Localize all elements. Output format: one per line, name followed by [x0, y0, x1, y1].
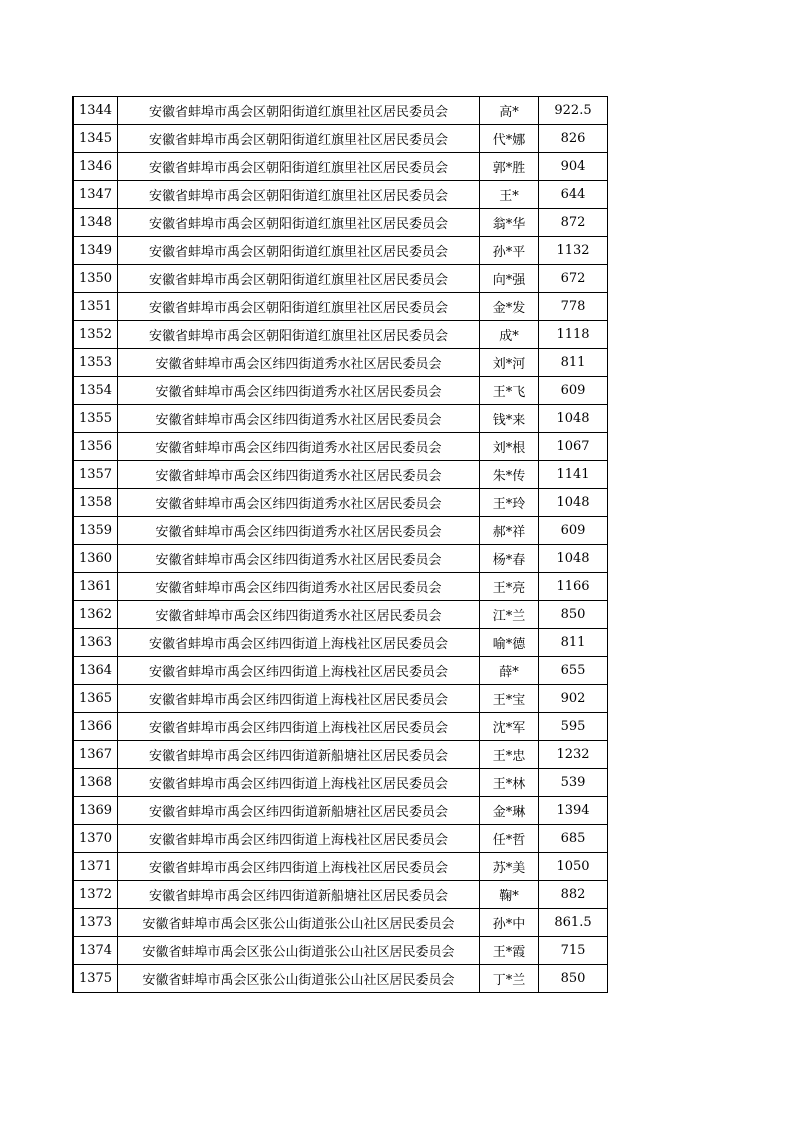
- row-number-cell: 1362: [73, 601, 118, 629]
- table-row: [73, 545, 608, 573]
- amount-cell: 644: [539, 181, 608, 209]
- table-row: [73, 517, 608, 545]
- organization-cell: 安徽省蚌埠市禹会区纬四街道新船塘社区居民委员会: [118, 797, 480, 825]
- name-cell: 薛*: [480, 657, 539, 685]
- row-number-cell: 1359: [73, 517, 118, 545]
- table-row: [73, 629, 608, 657]
- table-row: [73, 685, 608, 713]
- row-number-cell: 1374: [73, 937, 118, 965]
- row-number-cell: 1360: [73, 545, 118, 573]
- organization-cell: 安徽省蚌埠市禹会区纬四街道秀水社区居民委员会: [118, 377, 480, 405]
- amount-cell: 1118: [539, 321, 608, 349]
- amount-cell: 811: [539, 629, 608, 657]
- name-cell: 王*宝: [480, 685, 539, 713]
- organization-cell: 安徽省蚌埠市禹会区朝阳街道红旗里社区居民委员会: [118, 237, 480, 265]
- name-cell: 苏*美: [480, 853, 539, 881]
- table-row: [73, 405, 608, 433]
- amount-cell: 1048: [539, 405, 608, 433]
- table-row: [73, 433, 608, 461]
- amount-cell: 595: [539, 713, 608, 741]
- name-cell: 钱*来: [480, 405, 539, 433]
- amount-cell: 1050: [539, 853, 608, 881]
- table-row: [73, 237, 608, 265]
- name-cell: 丁*兰: [480, 965, 539, 993]
- name-cell: 王*: [480, 181, 539, 209]
- name-cell: 王*林: [480, 769, 539, 797]
- amount-cell: 778: [539, 293, 608, 321]
- table-row: [73, 937, 608, 965]
- amount-cell: 850: [539, 965, 608, 993]
- table-row: [73, 573, 608, 601]
- name-cell: 江*兰: [480, 601, 539, 629]
- name-cell: 郝*祥: [480, 517, 539, 545]
- table-row: [73, 349, 608, 377]
- amount-cell: 872: [539, 209, 608, 237]
- table-row: [73, 965, 608, 993]
- row-number-cell: 1349: [73, 237, 118, 265]
- name-cell: 翁*华: [480, 209, 539, 237]
- row-number-cell: 1361: [73, 573, 118, 601]
- organization-cell: 安徽省蚌埠市禹会区纬四街道上海栈社区居民委员会: [118, 713, 480, 741]
- organization-cell: 安徽省蚌埠市禹会区纬四街道秀水社区居民委员会: [118, 433, 480, 461]
- amount-cell: 655: [539, 657, 608, 685]
- name-cell: 沈*军: [480, 713, 539, 741]
- row-number-cell: 1357: [73, 461, 118, 489]
- table-row: [73, 741, 608, 769]
- ledger-body: [73, 97, 608, 993]
- row-number-cell: 1368: [73, 769, 118, 797]
- name-cell: 孙*平: [480, 237, 539, 265]
- row-number-cell: 1371: [73, 853, 118, 881]
- amount-cell: 539: [539, 769, 608, 797]
- table-row: [73, 713, 608, 741]
- row-number-cell: 1358: [73, 489, 118, 517]
- organization-cell: 安徽省蚌埠市禹会区纬四街道秀水社区居民委员会: [118, 573, 480, 601]
- amount-cell: 850: [539, 601, 608, 629]
- amount-cell: 1141: [539, 461, 608, 489]
- row-number-cell: 1367: [73, 741, 118, 769]
- organization-cell: 安徽省蚌埠市禹会区纬四街道上海栈社区居民委员会: [118, 825, 480, 853]
- amount-cell: 922.5: [539, 97, 608, 125]
- organization-cell: 安徽省蚌埠市禹会区纬四街道新船塘社区居民委员会: [118, 881, 480, 909]
- table-row: [73, 265, 608, 293]
- amount-cell: 1048: [539, 489, 608, 517]
- table-row: [73, 293, 608, 321]
- organization-cell: 安徽省蚌埠市禹会区纬四街道秀水社区居民委员会: [118, 461, 480, 489]
- organization-cell: 安徽省蚌埠市禹会区朝阳街道红旗里社区居民委员会: [118, 265, 480, 293]
- organization-cell: 安徽省蚌埠市禹会区纬四街道秀水社区居民委员会: [118, 517, 480, 545]
- name-cell: 代*娜: [480, 125, 539, 153]
- name-cell: 王*亮: [480, 573, 539, 601]
- amount-cell: 1067: [539, 433, 608, 461]
- organization-cell: 安徽省蚌埠市禹会区朝阳街道红旗里社区居民委员会: [118, 181, 480, 209]
- name-cell: 刘*河: [480, 349, 539, 377]
- organization-cell: 安徽省蚌埠市禹会区纬四街道上海栈社区居民委员会: [118, 853, 480, 881]
- amount-cell: 1166: [539, 573, 608, 601]
- name-cell: 喻*德: [480, 629, 539, 657]
- row-number-cell: 1356: [73, 433, 118, 461]
- row-number-cell: 1369: [73, 797, 118, 825]
- table-row: [73, 769, 608, 797]
- amount-cell: 1132: [539, 237, 608, 265]
- row-number-cell: 1354: [73, 377, 118, 405]
- amount-cell: 902: [539, 685, 608, 713]
- table-row: [73, 881, 608, 909]
- row-number-cell: 1375: [73, 965, 118, 993]
- name-cell: 王*玲: [480, 489, 539, 517]
- name-cell: 向*强: [480, 265, 539, 293]
- name-cell: 任*哲: [480, 825, 539, 853]
- row-number-cell: 1365: [73, 685, 118, 713]
- amount-cell: 826: [539, 125, 608, 153]
- name-cell: 金*发: [480, 293, 539, 321]
- row-number-cell: 1351: [73, 293, 118, 321]
- name-cell: 王*霞: [480, 937, 539, 965]
- table-row: [73, 209, 608, 237]
- organization-cell: 安徽省蚌埠市禹会区纬四街道上海栈社区居民委员会: [118, 657, 480, 685]
- amount-cell: 904: [539, 153, 608, 181]
- amount-cell: 1394: [539, 797, 608, 825]
- table-row: [73, 601, 608, 629]
- organization-cell: 安徽省蚌埠市禹会区纬四街道秀水社区居民委员会: [118, 405, 480, 433]
- row-number-cell: 1347: [73, 181, 118, 209]
- amount-cell: 609: [539, 517, 608, 545]
- table-row: [73, 181, 608, 209]
- amount-cell: 715: [539, 937, 608, 965]
- organization-cell: 安徽省蚌埠市禹会区朝阳街道红旗里社区居民委员会: [118, 293, 480, 321]
- name-cell: 孙*中: [480, 909, 539, 937]
- amount-cell: 861.5: [539, 909, 608, 937]
- amount-cell: 1232: [539, 741, 608, 769]
- table-row: [73, 97, 608, 125]
- row-number-cell: 1346: [73, 153, 118, 181]
- organization-cell: 安徽省蚌埠市禹会区朝阳街道红旗里社区居民委员会: [118, 153, 480, 181]
- amount-cell: 882: [539, 881, 608, 909]
- organization-cell: 安徽省蚌埠市禹会区纬四街道秀水社区居民委员会: [118, 601, 480, 629]
- table-row: [73, 153, 608, 181]
- row-number-cell: 1353: [73, 349, 118, 377]
- table-row: [73, 853, 608, 881]
- ledger-table: [72, 96, 608, 993]
- table-row: [73, 797, 608, 825]
- name-cell: 郭*胜: [480, 153, 539, 181]
- row-number-cell: 1366: [73, 713, 118, 741]
- row-number-cell: 1348: [73, 209, 118, 237]
- row-number-cell: 1350: [73, 265, 118, 293]
- row-number-cell: 1355: [73, 405, 118, 433]
- row-number-cell: 1345: [73, 125, 118, 153]
- row-number-cell: 1364: [73, 657, 118, 685]
- organization-cell: 安徽省蚌埠市禹会区张公山街道张公山社区居民委员会: [118, 937, 480, 965]
- row-number-cell: 1372: [73, 881, 118, 909]
- organization-cell: 安徽省蚌埠市禹会区朝阳街道红旗里社区居民委员会: [118, 209, 480, 237]
- name-cell: 朱*传: [480, 461, 539, 489]
- name-cell: 鞠*: [480, 881, 539, 909]
- name-cell: 高*: [480, 97, 539, 125]
- table-row: [73, 377, 608, 405]
- row-number-cell: 1344: [73, 97, 118, 125]
- name-cell: 王*飞: [480, 377, 539, 405]
- name-cell: 成*: [480, 321, 539, 349]
- organization-cell: 安徽省蚌埠市禹会区纬四街道上海栈社区居民委员会: [118, 685, 480, 713]
- organization-cell: 安徽省蚌埠市禹会区朝阳街道红旗里社区居民委员会: [118, 321, 480, 349]
- amount-cell: 672: [539, 265, 608, 293]
- table-row: [73, 909, 608, 937]
- row-number-cell: 1370: [73, 825, 118, 853]
- amount-cell: 609: [539, 377, 608, 405]
- amount-cell: 811: [539, 349, 608, 377]
- organization-cell: 安徽省蚌埠市禹会区纬四街道上海栈社区居民委员会: [118, 769, 480, 797]
- organization-cell: 安徽省蚌埠市禹会区纬四街道秀水社区居民委员会: [118, 545, 480, 573]
- name-cell: 王*忠: [480, 741, 539, 769]
- organization-cell: 安徽省蚌埠市禹会区纬四街道秀水社区居民委员会: [118, 489, 480, 517]
- row-number-cell: 1373: [73, 909, 118, 937]
- organization-cell: 安徽省蚌埠市禹会区纬四街道新船塘社区居民委员会: [118, 741, 480, 769]
- row-number-cell: 1352: [73, 321, 118, 349]
- organization-cell: 安徽省蚌埠市禹会区朝阳街道红旗里社区居民委员会: [118, 97, 480, 125]
- table-row: [73, 461, 608, 489]
- name-cell: 杨*春: [480, 545, 539, 573]
- name-cell: 金*琳: [480, 797, 539, 825]
- table-row: [73, 489, 608, 517]
- organization-cell: 安徽省蚌埠市禹会区纬四街道秀水社区居民委员会: [118, 349, 480, 377]
- amount-cell: 1048: [539, 545, 608, 573]
- table-row: [73, 321, 608, 349]
- organization-cell: 安徽省蚌埠市禹会区张公山街道张公山社区居民委员会: [118, 909, 480, 937]
- organization-cell: 安徽省蚌埠市禹会区朝阳街道红旗里社区居民委员会: [118, 125, 480, 153]
- table-row: [73, 825, 608, 853]
- organization-cell: 安徽省蚌埠市禹会区张公山街道张公山社区居民委员会: [118, 965, 480, 993]
- row-number-cell: 1363: [73, 629, 118, 657]
- name-cell: 刘*根: [480, 433, 539, 461]
- amount-cell: 685: [539, 825, 608, 853]
- organization-cell: 安徽省蚌埠市禹会区纬四街道上海栈社区居民委员会: [118, 629, 480, 657]
- table-row: [73, 125, 608, 153]
- table-row: [73, 657, 608, 685]
